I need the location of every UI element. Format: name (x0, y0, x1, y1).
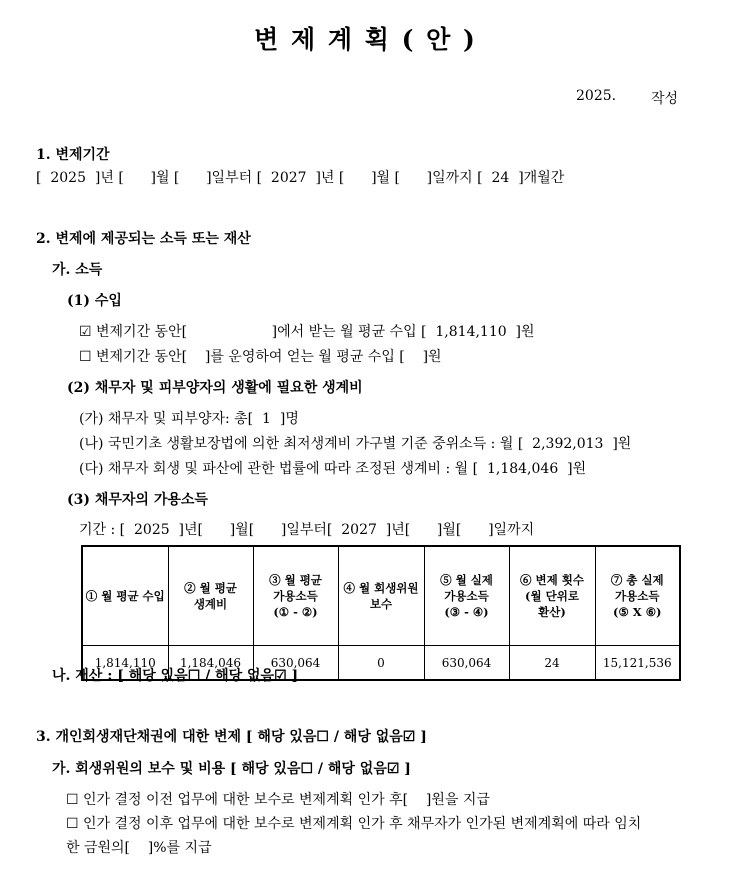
cell-repayment-count: 24 (509, 646, 595, 681)
cell-actual-disposable: 630,064 (424, 646, 509, 681)
cell-total-disposable: 15,121,536 (595, 646, 680, 681)
disposable-period-line: 기간 : [ 2025 ]년[ ]월[ ]일부터[ 2027 ]년[ ]월[ ]일까지 (79, 522, 535, 538)
fee-option-before: ☐ 인가 결정 이전 업무에 대한 보수로 변제계획 인가 후[ ]원을 지급 (66, 792, 490, 808)
cell-monthly-living-cost: 1,184,046 (168, 646, 253, 681)
disposable-income-table (81, 545, 681, 681)
median-income-line: (나) 국민기초 생활보장법에 의한 최저생계비 가구별 기준 중위소득 : 월 [ 2,392,013 ]원 (79, 436, 632, 452)
repayment-period-line: [ 2025 ]년 [ ]월 [ ]일부터 [ 2027 ]년 [ ]월 [ ]일까지 [ 24 ]개월간 (36, 170, 565, 186)
property-line: 나. 재산 : [ 해당 있음☐ / 해당 없음☑ ] (52, 668, 299, 684)
header-monthly-living-cost: ② 월 평균 생계비 (168, 546, 253, 646)
trustee-fee-heading: 가. 회생위원의 보수 및 비용 [ 해당 있음☐ / 해당 없음☑ ] (52, 761, 411, 777)
header-monthly-income: ① 월 평균 수입 (82, 546, 168, 646)
header-total-disposable: ⑦ 총 실제 가용소득 (⑤ X ⑥) (595, 546, 680, 646)
cell-monthly-income: 1,814,110 (82, 646, 168, 681)
header-trustee-fee: ④ 월 회생위원 보수 (338, 546, 424, 646)
revenue-option-salary: ☑ 변제기간 동안[ ]에서 받는 월 평균 수입 [ 1,814,110 ]원 (79, 324, 535, 340)
cell-trustee-fee: 0 (338, 646, 424, 681)
income-subheading: 가. 소득 (52, 262, 103, 278)
revenue-option-business: ☐ 변제기간 동안[ ]를 운영하여 얻는 월 평균 수입 [ ]원 (79, 349, 442, 365)
dependents-line: (가) 채무자 및 피부양자: 총[ 1 ]명 (79, 411, 299, 427)
disposable-income-label: (3) 채무자의 가용소득 (67, 492, 208, 508)
fee-option-after: ☐ 인가 결정 이후 업무에 대한 보수로 변제계획 인가 후 채무자가 인가된 변제계획에 따라 임치 (66, 816, 642, 832)
date-year: 2025. (576, 88, 617, 104)
section2-heading: 2. 변제에 제공되는 소득 또는 재산 (36, 231, 251, 247)
adjusted-living-cost-line: (다) 채무자 회생 및 파산에 관한 법률에 따라 조정된 생계비 : 월 [ 1,184,046 ]원 (79, 461, 587, 477)
section3-heading: 3. 개인회생재단채권에 대한 변제 [ 해당 있음☐ / 해당 없음☑ ] (36, 729, 427, 745)
fee-option-after-cont: 한 금원의[ ]%를 지급 (66, 840, 212, 856)
written-label: 작성 (651, 91, 679, 107)
revenue-label: (1) 수입 (67, 293, 122, 309)
header-monthly-disposable: ③ 월 평균 가용소득 (① - ②) (253, 546, 338, 646)
header-repayment-count: ⑥ 변제 횟수 (월 단위로 환산) (509, 546, 595, 646)
living-cost-label: (2) 채무자 및 피부양자의 생활에 필요한 생계비 (67, 380, 363, 396)
table-header-row (82, 546, 680, 646)
header-actual-disposable: ⑤ 월 실제 가용소득 (③ - ④) (424, 546, 509, 646)
cell-monthly-disposable: 630,064 (253, 646, 338, 681)
document-title: 변 제 계 획 ( 안 ) (254, 25, 477, 54)
section1-heading: 1. 변제기간 (36, 147, 110, 163)
